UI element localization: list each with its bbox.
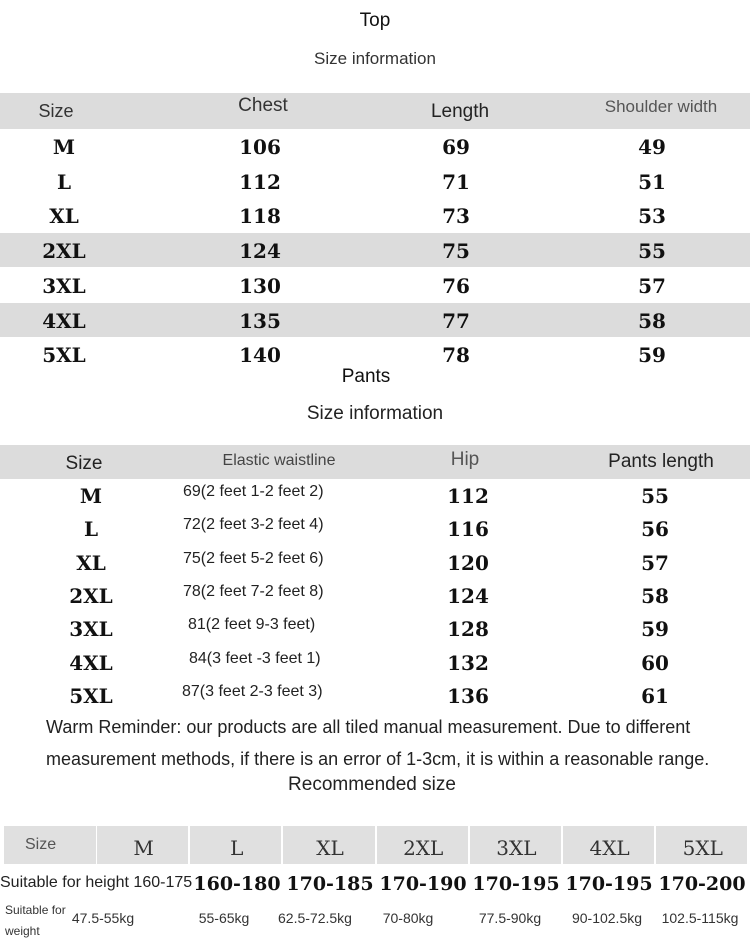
pants-row-size-cell: L	[83, 517, 99, 542]
pants-row-hip-cell: 124	[447, 583, 489, 608]
pants-subtitle: Size information	[306, 403, 444, 424]
top-row-size-cell: 3XL	[42, 273, 86, 298]
pants-row-length-cell: 55	[641, 484, 669, 508]
pants-row-waistline-cell: 75(2 feet 5-2 feet 6)	[183, 549, 324, 567]
pants-row-length-cell: 60	[641, 650, 669, 675]
top-row-size-cell: 2XL	[42, 239, 86, 264]
recommended-size-label-cell: 3XL	[496, 836, 537, 860]
reminder-line-1: Warm Reminder: our products are all tiled manual measurement. Due to different	[46, 717, 691, 737]
top-row-shoulder-width-cell: 53	[638, 204, 666, 229]
top-row-chest-cell: 135	[239, 308, 281, 333]
top-row-size-cell: 5XL	[42, 343, 86, 368]
pants-header-size: Size	[65, 453, 103, 474]
pants-row-hip-cell: 116	[447, 517, 489, 542]
recommended-height-cell: 160-180	[193, 873, 281, 895]
pants-header-pants-length: Pants length	[608, 451, 714, 472]
pants-row-length-cell: 56	[641, 517, 669, 542]
top-row-shoulder-width-cell: 58	[638, 308, 666, 333]
recommended-weight-cell: 90-102.5kg	[571, 910, 643, 926]
recommended-size-label-cell: 2XL	[403, 836, 444, 860]
pants-header-hip: Hip	[450, 449, 480, 470]
recommended-height-cell: 170-195	[565, 873, 653, 895]
recommended-weight-label-2: weight	[5, 924, 40, 938]
pants-row-size-cell: 5XL	[69, 683, 113, 708]
top-row-length-cell: 71	[442, 169, 470, 194]
recommended-weight-cell: 70-80kg	[382, 910, 434, 926]
pants-row-size-cell: XL	[76, 550, 106, 575]
pants-row-hip-cell: 128	[447, 617, 489, 642]
top-row-shoulder-width-cell: 51	[638, 169, 666, 194]
recommended-height-cell: 170-195	[472, 873, 560, 895]
pants-row-waistline-cell: 72(2 feet 3-2 feet 4)	[183, 516, 324, 534]
pants-row-hip-cell: 132	[447, 650, 489, 675]
recommended-size-label-cell: M	[133, 836, 154, 860]
top-row-length-cell: 73	[442, 204, 470, 229]
top-row-size-cell: 4XL	[42, 308, 86, 333]
pants-row-waistline-cell: 87(3 feet 2-3 feet 3)	[182, 682, 323, 700]
recommended-height-cell: 170-185	[286, 873, 374, 895]
pants-row-waistline-cell: 78(2 feet 7-2 feet 8)	[183, 582, 324, 600]
pants-row-size-cell: 4XL	[69, 650, 113, 675]
recommended-height-cell: 170-200	[658, 873, 746, 895]
pants-row-length-cell: 59	[641, 617, 669, 642]
recommended-size-label-cell: XL	[316, 836, 344, 860]
reminder-line-2: measurement methods, if there is an error of 1-3cm, it is within a reasonable range.	[46, 749, 710, 769]
pants-row-length-cell: 57	[641, 550, 669, 575]
recommended-weight-label-1: Suitable for	[5, 903, 66, 917]
pants-row-waistline-cell: 69(2 feet 1-2 feet 2)	[183, 483, 324, 500]
top-row-chest-cell: 118	[239, 204, 281, 229]
pants-row-length-cell: 61	[641, 683, 669, 708]
top-row-size-cell: XL	[49, 204, 79, 229]
pants-row-waistline-cell: 84(3 feet -3 feet 1)	[189, 649, 321, 667]
pants-row-size-cell: 3XL	[69, 617, 113, 642]
top-row-shoulder-width-cell: 57	[638, 273, 666, 298]
recommended-size-label-cell: 4XL	[589, 836, 630, 860]
recommended-height-cell: 170-190	[379, 873, 467, 895]
pants-row-size-cell: 2XL	[69, 583, 113, 608]
recommended-weight-cell: 47.5-55kg	[71, 910, 135, 926]
recommended-height-label: Suitable for height 160-175	[0, 874, 193, 891]
recommended-size-label-cell: 5XL	[682, 836, 723, 860]
top-row-length-cell: 76	[442, 273, 470, 298]
pants-row-length-cell: 58	[641, 583, 669, 608]
top-row-size-cell: M	[52, 135, 76, 159]
top-row-length-cell: 77	[442, 308, 470, 333]
top-header-shoulder-width: Shoulder width	[604, 97, 718, 116]
top-subtitle: Size information	[314, 49, 436, 68]
top-row-chest-cell: 140	[239, 343, 281, 368]
top-row-chest-cell: 130	[239, 273, 281, 298]
recommended-weight-cell: 102.5-115kg	[661, 910, 739, 926]
recommended-size-label-cell: L	[230, 836, 244, 860]
pants-row-size-cell: M	[79, 484, 103, 508]
pants-row-hip-cell: 120	[447, 550, 489, 575]
pants-row-hip-cell: 112	[447, 484, 489, 508]
top-title: Top	[359, 10, 391, 31]
recommended-weight-cell: 77.5-90kg	[478, 910, 542, 926]
top-header-chest: Chest	[238, 95, 288, 116]
pants-title: Pants	[341, 366, 391, 387]
top-row-chest-cell: 124	[239, 239, 281, 264]
pants-header-elastic-waistline: Elastic waistline	[222, 452, 336, 469]
top-row-shoulder-width-cell: 55	[638, 239, 666, 264]
top-row-chest-cell: 112	[239, 169, 281, 194]
top-row-length-cell: 78	[442, 343, 470, 368]
top-row-shoulder-width-cell: 59	[638, 343, 666, 368]
recommended-title: Recommended size	[288, 774, 456, 795]
recommended-weight-cell: 62.5-72.5kg	[278, 910, 352, 926]
recommended-weight-cell: 55-65kg	[198, 910, 250, 926]
top-row-shoulder-width-cell: 49	[638, 135, 666, 159]
top-row-chest-cell: 106	[239, 135, 281, 159]
top-row-length-cell: 75	[442, 239, 470, 264]
recommended-size-label: Size	[25, 836, 57, 853]
top-row-size-cell: L	[56, 169, 72, 194]
pants-row-waistline-cell: 81(2 feet 9-3 feet)	[188, 616, 316, 634]
pants-row-hip-cell: 136	[447, 683, 489, 708]
top-header-size: Size	[38, 101, 74, 121]
top-row-length-cell: 69	[442, 135, 470, 159]
top-header-length: Length	[430, 101, 490, 122]
